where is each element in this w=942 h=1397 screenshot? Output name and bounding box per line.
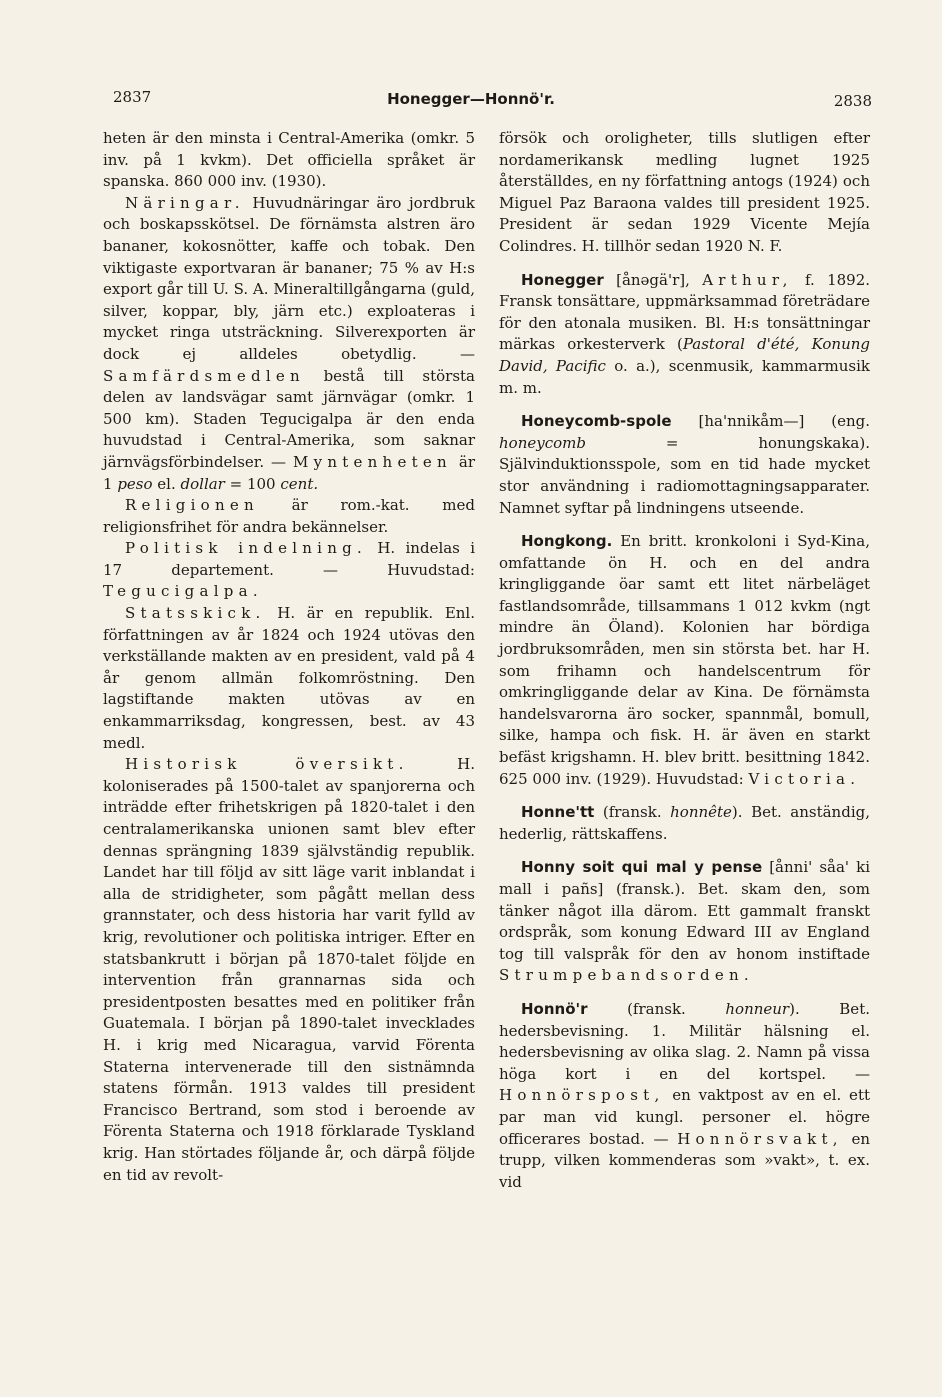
left-column [103, 128, 475, 1186]
statsskick-paragraph: Statsskick. H. är en republik. Enl. författningen av år 1824 och 1924 utövas den verkställande makten av en president, vald på 4 år genom allmän folkomröstning. Den lagstiftande makten utövas av en enkammarriksdag, kongressen, best. av 43 medl. [103, 604, 475, 752]
headword: Honne'tt [521, 803, 595, 822]
naringar-paragraph: Näringar. Huvudnäringar äro jordbruk och boskapsskötsel. De förnämsta alstren äro bananer, kokosnötter, kaffe och tobak. Den viktigaste exportvaran är bananer; 75 % av H:s export går till U. S. A. Mineraltillgångarna (guld, silver, koppar, bly, järn etc.) exploateras i mycket ringa utsträckning. Silverexporten är dock ej alldeles obetydlig. — Samfärdsmedlen bestå till största delen av landsvägar samt järnvägar (omkr. 1 500 km). Staden Tegucigalpa är den enda huvudstad i Central-Amerika, som saknar järnvägsförbindelser. — Myntenheten är 1 peso el. dollar = 100 cent. [103, 193, 475, 493]
entry-honegger: Honegger [ånəgä'r], Arthur, f. 1892. Fransk tonsättare, uppmärksammad företrädare för den atonala musiken. Bl. H:s tonsättningar märkas orkesterverk (Pastoral d'été, Konung David, Pacific o. a.), scenmusik, kammarmusik m. m. [499, 270, 871, 397]
headword: Honegger [521, 270, 604, 289]
honduras-continuation: heten är den minsta i Central-Amerika (omkr. 5 inv. på 1 kvkm). Det officiella språket är spanska. 860 000 inv. (1930). [103, 129, 475, 191]
entry-honny-soit: Honny soit qui mal y pense [ånni' såa' ki mall i pañs] (fransk.). Bet. skam den, som tänker något illa därom. Ett gammalt franskt ordspråk, som konung Edward III av England tog till valspråk för den av honom instiftade Strumpebandsorden. [499, 858, 870, 985]
entry-honnor: Honnö'r (fransk. honneur). Bet. hedersbevisning. 1. Militär hälsning el. hedersbevisning av olika slag. 2. Namn på vissa höga kort i en del kortspel. — Honnörspost, en vaktpost av en el. ett par man vid kungl. personer el. högre officerares bostad. — Honnörsvakt, en trupp, vilken kommenderas som »vakt», t. ex. vid [499, 999, 870, 1191]
running-title: Honegger—Honnö'r. [387, 90, 555, 108]
headword: Honny soit qui mal y pense [521, 858, 763, 877]
page-number-right: 2838 [833, 92, 872, 110]
entry-honeycomb-spole: Honeycomb-spole [ha'nnikåm—] (eng. honeycomb = honungskaka). Självinduktionsspole, som en tid hade mycket stor användning i radiomottagningsapparater. Namnet syftar på lindningens utseende. [499, 412, 870, 517]
historisk-continuation: försök och oroligheter, tills slutligen efter nordamerikansk medling lugnet 1925 återställdes, en ny författning antogs (1924) och Miguel Paz Baraona valdes till president 1925. President är sedan 1929 Vicente Mejía Colindres. H. tillhör sedan 1920 N. F. [499, 129, 870, 255]
politisk-indelning-paragraph: Politisk indelning. H. indelas i 17 departement. — Huvudstad: Tegucigalpa. [103, 539, 475, 601]
right-column [499, 128, 870, 1193]
headword: Honnö'r [521, 999, 588, 1018]
religionen-paragraph: Religionen är rom.-kat. med religionsfrihet för andra bekännelser. [103, 496, 475, 536]
page-header [0, 88, 942, 116]
headword: Honeycomb-spole [521, 412, 672, 431]
entry-honnett: Honne'tt (fransk. honnête). Bet. anständig, hederlig, rättskaffens. [499, 803, 870, 843]
entry-hongkong: Hongkong. En britt. kronkoloni i Syd-Kina, omfattande ön H. och en del andra kringliggande öar samt ett litet närbeläget fastlandsområde, tillsammans 1 012 kvkm (ngt mindre än Öland). Kolonien har bördiga jordbruksområden, men sin största bet. har H. som frihamn och handelscentrum för omkringliggande delar av Kina. De förnämsta handelsvarorna äro socker, spannmål, bomull, silke, hampa och fisk. H. är även en starkt befäst krigshamn. H. blev britt. besittning 1842. 625 000 inv. (1929). Huvudstad: Victoria. [499, 532, 870, 788]
page-number-left: 2837 [113, 88, 152, 106]
headword: Hongkong. [521, 532, 613, 551]
historisk-oversikt-paragraph: Historisk översikt. H. koloniserades på 1500-talet av spanjorerna och inträdde efter frihetskrigen på 1820-talet i den centralamerikanska unionen samt blev efter dennas sprängning 1839 självständig republik. Landet har till följd av sitt läge varit inblandat i alla de stridigheter, som pågått mellan dess grannstater, och dess historia har varit fylld av krig, revolutioner och politiska intriger. Efter en statsbankrutt i början på 1870-talet följde en intervention från grannarnas sida och presidentposten besattes med en politiker från Guatemala. I början på 1890-talet invecklades H. i krig med Nicaragua, varvid Förenta Staterna intervenerade till den sistnämnda statens förmån. 1913 valdes till president Francisco Bertrand, som stod i beroende av Förenta Staterna och 1918 förklarade Tyskland krig. Han störtades följande år, och därpå följde en tid av revolt- [103, 755, 475, 1184]
